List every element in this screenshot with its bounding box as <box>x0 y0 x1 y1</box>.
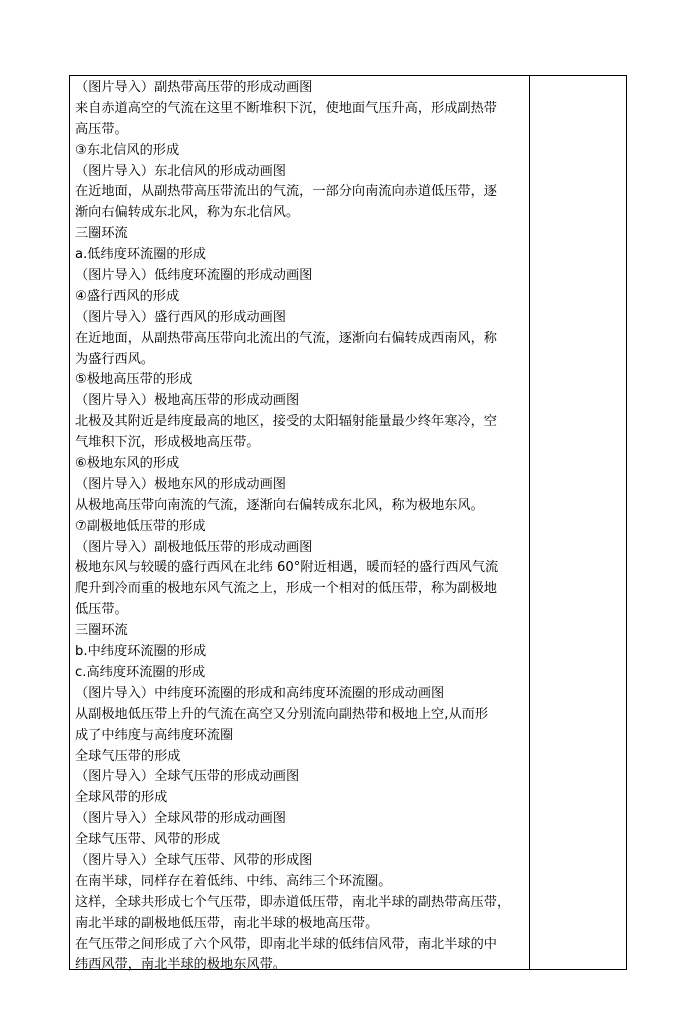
text-line: 极地东风与较暖的盛行西风在北纬 60°附近相遇，暖而轻的盛行西风气流 <box>75 560 499 576</box>
text-line: 成了中纬度与高纬度环流圈 <box>75 727 234 743</box>
text-line: 北极及其附近是纬度最高的地区，接受的太阳辐射能量最少终年寒冷，空 <box>75 414 497 430</box>
text-line: 在南半球，同样存在着低纬、中纬、高纬三个环流圈。 <box>75 873 392 889</box>
text-line: （图片导入）极地东风的形成动画图 <box>75 476 286 492</box>
text-line: 来自赤道高空的气流在这里不断堆积下沉，使地面气压升高，形成副热带 <box>75 100 497 116</box>
text-line: 三圈环流 <box>75 623 128 639</box>
text-line: 气堆积下沉，形成极地高压带。 <box>75 435 260 451</box>
text-line: ③东北信风的形成 <box>75 142 180 158</box>
text-line: 爬升到冷而重的极地东风气流之上，形成一个相对的低压带，称为副极地 <box>75 581 497 597</box>
text-line: （图片导入）极地高压带的形成动画图 <box>75 393 300 409</box>
text-line: 这样，全球共形成七个气压带，即赤道低压带，南北半球的副热带高压带， <box>75 894 511 910</box>
text-line: （图片导入）低纬度环流圈的形成动画图 <box>75 268 313 284</box>
text-line: a.低纬度环流圈的形成 <box>75 247 206 263</box>
text-line: 全球风带的形成 <box>75 790 168 806</box>
text-line: （图片导入）东北信风的形成动画图 <box>75 163 286 179</box>
text-line: 从副极地低压带上升的气流在高空又分别流向副热带和极地上空,从而形 <box>75 706 489 722</box>
text-line: （图片导入）盛行西风的形成动画图 <box>75 309 286 325</box>
text-line: ④盛行西风的形成 <box>75 288 180 304</box>
text-line: 全球气压带、风带的形成 <box>75 832 221 848</box>
text-line: 低压带。 <box>75 602 128 618</box>
text-line: （图片导入）副极地低压带的形成动画图 <box>75 539 313 555</box>
text-line: 全球气压带的形成 <box>75 748 181 764</box>
text-line: 渐向右偏转成东北风，称为东北信风。 <box>75 205 300 221</box>
text-line: 三圈环流 <box>75 226 128 242</box>
text-line: 纬西风带，南北半球的极地东风带。 <box>75 957 286 973</box>
text-line: 为盛行西风。 <box>75 351 155 367</box>
text-line: （图片导入）中纬度环流圈的形成和高纬度环流圈的形成动画图 <box>75 685 445 701</box>
text-line: b.中纬度环流圈的形成 <box>75 644 207 660</box>
text-line: ⑤极地高压带的形成 <box>75 372 193 388</box>
text-line: 高压带。 <box>75 121 128 137</box>
side-notes-cell <box>530 76 626 969</box>
text-line: 在气压带之间形成了六个风带，即南北半球的低纬信风带，南北半球的中 <box>75 936 497 952</box>
main-content-cell <box>70 76 530 973</box>
text-line: ⑥极地东风的形成 <box>75 456 180 472</box>
text-line: ⑦副极地低压带的形成 <box>75 518 206 534</box>
content-table <box>69 75 627 973</box>
text-line: 在近地面，从副热带高压带流出的气流，一部分向南流向赤道低压带，逐 <box>75 184 497 200</box>
text-line: 南北半球的副极地低压带，南北半球的极地高压带。 <box>75 915 379 931</box>
text-line: （图片导入）全球气压带的形成动画图 <box>75 769 300 785</box>
text-line: 在近地面，从副热带高压带向北流出的气流，逐渐向右偏转成西南风，称 <box>75 330 497 346</box>
text-line: c.高纬度环流圈的形成 <box>75 664 206 680</box>
text-line: （图片导入）全球风带的形成动画图 <box>75 811 286 827</box>
text-line: （图片导入）全球气压带、风带的形成图 <box>75 852 313 868</box>
text-line: （图片导入）副热带高压带的形成动画图 <box>75 80 313 95</box>
text-line: 从极地高压带向南流的气流，逐渐向右偏转成东北风，称为极地东风。 <box>75 497 484 513</box>
